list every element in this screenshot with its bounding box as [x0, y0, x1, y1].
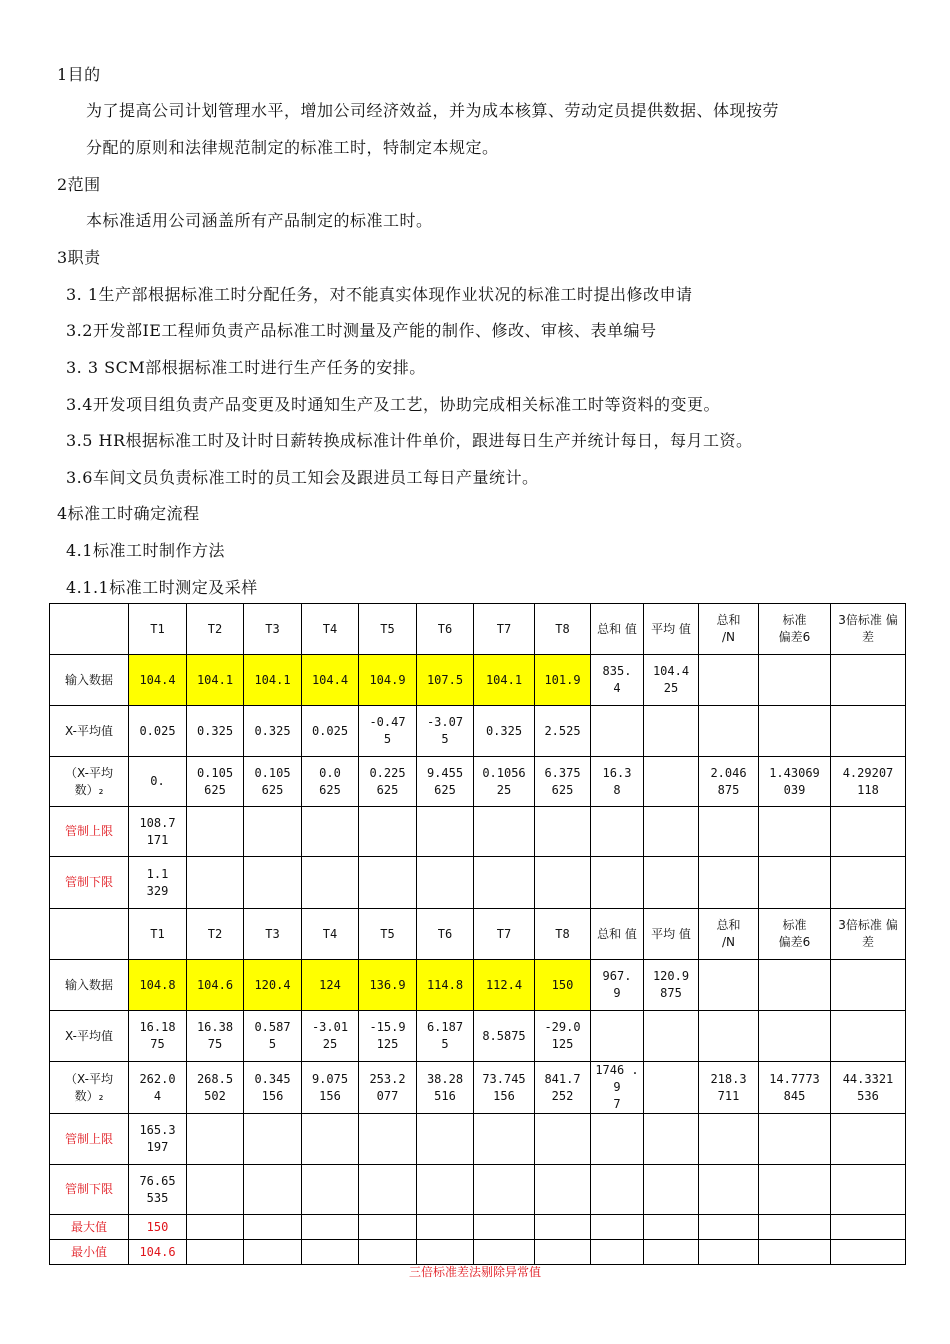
table-cell: [187, 1215, 244, 1240]
table-cell: 2.046 875: [699, 757, 759, 807]
table-cell: [417, 1240, 474, 1265]
row-label-cell: 管制下限: [50, 1165, 129, 1215]
table-cell: [535, 807, 591, 857]
table-cell: 120.4: [244, 960, 302, 1011]
table-cell: [759, 706, 831, 757]
table-cell: [644, 1215, 699, 1240]
section-4-1-title: 4.1标准工时制作方法: [66, 541, 225, 560]
table-cell: 1746 .9 7: [591, 1062, 644, 1114]
section-3-item: 3.4开发项目组负责产品变更及时通知生产及工艺，协助完成相关标准工时等资料的变更。: [66, 395, 720, 414]
table-cell: 6.375 625: [535, 757, 591, 807]
table-cell: 150: [535, 960, 591, 1011]
table-cell: [644, 706, 699, 757]
table-cell: 16.18 75: [129, 1011, 187, 1062]
table-cell: 0.325: [474, 706, 535, 757]
table-cell: 104.4: [302, 655, 359, 706]
table-cell: [699, 807, 759, 857]
table-row: [50, 1240, 906, 1265]
table-cell: 38.28 516: [417, 1062, 474, 1114]
table-cell: 73.745 156: [474, 1062, 535, 1114]
table-cell: [187, 807, 244, 857]
table-cell: 104.8: [129, 960, 187, 1011]
table-cell: [759, 1215, 831, 1240]
table-cell: 0.0 625: [302, 757, 359, 807]
table-cell: 136.9: [359, 960, 417, 1011]
table-cell: [187, 1114, 244, 1165]
table-header-cell: T4: [302, 604, 359, 655]
table-cell: -29.0 125: [535, 1011, 591, 1062]
table-header-cell: T4: [302, 909, 359, 960]
table-row: [50, 807, 906, 857]
table-cell: [699, 1165, 759, 1215]
table-header-row: [50, 604, 906, 655]
table-cell: 0.105 625: [244, 757, 302, 807]
table-row: [50, 655, 906, 706]
table-cell: 268.5 502: [187, 1062, 244, 1114]
section-1-paragraph-line2: 分配的原则和法律规范制定的标准工时，特制定本规定。: [86, 138, 499, 157]
table-cell: [359, 857, 417, 909]
table-cell: [699, 1011, 759, 1062]
table-cell: 107.5: [417, 655, 474, 706]
table-cell: 1.43069 039: [759, 757, 831, 807]
table-cell: [359, 1165, 417, 1215]
table-cell: [474, 857, 535, 909]
table-cell: [187, 1165, 244, 1215]
row-label-cell: 管制上限: [50, 807, 129, 857]
section-2-paragraph: 本标准适用公司涵盖所有产品制定的标准工时。: [86, 211, 433, 230]
table-header-cell: T5: [359, 909, 417, 960]
table-cell: [644, 1062, 699, 1114]
table-header-cell: T2: [187, 909, 244, 960]
table-header-cell: 标准 偏差6: [759, 604, 831, 655]
table-header-cell: T3: [244, 909, 302, 960]
table-cell: [359, 1215, 417, 1240]
table-cell: 4.29207 118: [831, 757, 906, 807]
table-cell: [644, 1165, 699, 1215]
table-caption: 三倍标准差法剔除异常值: [408, 1265, 541, 1279]
table-cell: 262.0 4: [129, 1062, 187, 1114]
table-cell: 104.1: [244, 655, 302, 706]
table-cell: [759, 1011, 831, 1062]
table-header-cell: T8: [535, 909, 591, 960]
table-cell: -15.9 125: [359, 1011, 417, 1062]
table-cell: 835. 4: [591, 655, 644, 706]
table-row: [50, 757, 906, 807]
table-cell: 0.345 156: [244, 1062, 302, 1114]
table-cell: [644, 1114, 699, 1165]
table-cell: 124: [302, 960, 359, 1011]
table-cell: [699, 857, 759, 909]
table-cell: [244, 1165, 302, 1215]
table-cell: 0.587 5: [244, 1011, 302, 1062]
table-cell: 9.455 625: [417, 757, 474, 807]
row-label-cell: 最大值: [50, 1215, 129, 1240]
table-header-cell: T6: [417, 604, 474, 655]
table-cell: 8.5875: [474, 1011, 535, 1062]
table-row: [50, 1011, 906, 1062]
table-cell: [244, 1114, 302, 1165]
table-cell: 76.65 535: [129, 1165, 187, 1215]
table-cell: 108.7 171: [129, 807, 187, 857]
table-header-cell: T1: [129, 909, 187, 960]
table-header-cell: [50, 909, 129, 960]
row-label-cell: 管制下限: [50, 857, 129, 909]
table-cell: 841.7 252: [535, 1062, 591, 1114]
table-cell: [831, 655, 906, 706]
section-2-title: 2范围: [57, 175, 101, 194]
section-3-item: 3.2开发部IE工程师负责产品标准工时测量及产能的制作、修改、审核、表单编号: [66, 321, 657, 340]
table-cell: [591, 1165, 644, 1215]
table-cell: [699, 960, 759, 1011]
table-cell: [759, 1240, 831, 1265]
table-cell: 104.9: [359, 655, 417, 706]
table-cell: [591, 1240, 644, 1265]
row-label-cell: 管制上限: [50, 1114, 129, 1165]
table-cell: [644, 807, 699, 857]
table-header-cell: T3: [244, 604, 302, 655]
table-cell: 104.6: [129, 1240, 187, 1265]
table-cell: [831, 1011, 906, 1062]
table-cell: [474, 1165, 535, 1215]
table-cell: 104.6: [187, 960, 244, 1011]
table-cell: 6.187 5: [417, 1011, 474, 1062]
table-cell: [417, 1114, 474, 1165]
table-cell: [417, 807, 474, 857]
table-header-cell: 总和 值: [591, 604, 644, 655]
table-cell: [759, 655, 831, 706]
table-cell: [474, 1240, 535, 1265]
table-header-cell: 平均 值: [644, 909, 699, 960]
table-cell: [831, 1240, 906, 1265]
table-cell: [759, 960, 831, 1011]
table-cell: 0.: [129, 757, 187, 807]
table-header-cell: 平均 值: [644, 604, 699, 655]
table-cell: [535, 1215, 591, 1240]
table-cell: -0.47 5: [359, 706, 417, 757]
table-cell: [591, 807, 644, 857]
table-cell: [699, 1215, 759, 1240]
table-cell: [302, 1240, 359, 1265]
row-label-cell: 输入数据: [50, 960, 129, 1011]
table-cell: -3.01 25: [302, 1011, 359, 1062]
table-header-cell: T6: [417, 909, 474, 960]
table-cell: 0.325: [187, 706, 244, 757]
table-cell: [831, 857, 906, 909]
table-cell: 150: [129, 1215, 187, 1240]
section-3-item: 3.5 HR根据标准工时及计时日薪转换成标准计件单价，跟进每日生产并统计每日，每月工资。: [66, 431, 753, 450]
table-header-cell: T5: [359, 604, 417, 655]
table-cell: [535, 1240, 591, 1265]
table-cell: [644, 1011, 699, 1062]
table-cell: [474, 807, 535, 857]
table-cell: [759, 1114, 831, 1165]
row-label-cell: X-平均值: [50, 1011, 129, 1062]
table-cell: [759, 807, 831, 857]
table-cell: 112.4: [474, 960, 535, 1011]
table-header-cell: T1: [129, 604, 187, 655]
table-cell: 967. 9: [591, 960, 644, 1011]
section-3-item: 3.6车间文员负责标准工时的员工知会及跟进员工每日产量统计。: [66, 468, 539, 487]
table-cell: [699, 1114, 759, 1165]
table-header-cell: 总和 /N: [699, 909, 759, 960]
table-cell: 14.7773 845: [759, 1062, 831, 1114]
table-cell: 104.1: [187, 655, 244, 706]
table-cell: [831, 706, 906, 757]
table-cell: 0.105 625: [187, 757, 244, 807]
table-cell: [831, 1215, 906, 1240]
table-cell: 16.3 8: [591, 757, 644, 807]
table-cell: [474, 1114, 535, 1165]
table-cell: [417, 1165, 474, 1215]
table-cell: [831, 1165, 906, 1215]
table-cell: [244, 807, 302, 857]
table-header-row: [50, 909, 906, 960]
table-cell: 9.075 156: [302, 1062, 359, 1114]
table-row: [50, 706, 906, 757]
table-cell: [302, 857, 359, 909]
section-3-item: 3. 1生产部根据标准工时分配任务，对不能真实体现作业状况的标准工时提出修改申请: [66, 285, 693, 304]
table-cell: [591, 1215, 644, 1240]
table-cell: [359, 1240, 417, 1265]
table-header-cell: T2: [187, 604, 244, 655]
table-cell: 101.9: [535, 655, 591, 706]
table-cell: 114.8: [417, 960, 474, 1011]
table-cell: [644, 757, 699, 807]
table-cell: [417, 857, 474, 909]
table-cell: [474, 1215, 535, 1240]
section-1-paragraph-line1: 为了提高公司计划管理水平，增加公司经济效益，并为成本核算、劳动定员提供数据、体现按劳: [86, 101, 780, 120]
table-cell: [759, 1165, 831, 1215]
section-4-1-1-title: 4.1.1标准工时测定及采样: [66, 578, 258, 597]
table-cell: [302, 1165, 359, 1215]
table-cell: 16.38 75: [187, 1011, 244, 1062]
row-label-cell: X-平均值: [50, 706, 129, 757]
table-cell: [417, 1215, 474, 1240]
table-cell: [359, 1114, 417, 1165]
section-4-title: 4标准工时确定流程: [57, 504, 200, 523]
row-label-cell: （X-平均 数）₂: [50, 1062, 129, 1114]
table-cell: [644, 1240, 699, 1265]
table-row: [50, 1215, 906, 1240]
table-cell: [244, 857, 302, 909]
table-row: [50, 960, 906, 1011]
table-cell: -3.07 5: [417, 706, 474, 757]
section-1-title: 1目的: [57, 65, 101, 84]
standard-time-sample-table: [49, 603, 906, 1265]
table-header-cell: 3倍标准 偏 差: [831, 909, 906, 960]
table-cell: [302, 1215, 359, 1240]
table-cell: [187, 1240, 244, 1265]
table-cell: [302, 807, 359, 857]
table-cell: 120.9 875: [644, 960, 699, 1011]
table-cell: [644, 857, 699, 909]
table-cell: [699, 706, 759, 757]
table-cell: [244, 1215, 302, 1240]
table-header-cell: 标准 偏差6: [759, 909, 831, 960]
table-cell: 218.3 711: [699, 1062, 759, 1114]
table-cell: [591, 857, 644, 909]
table-header-cell: T7: [474, 909, 535, 960]
table-cell: [699, 655, 759, 706]
table-header-cell: T7: [474, 604, 535, 655]
table-cell: [831, 807, 906, 857]
table-row: [50, 857, 906, 909]
table-cell: 165.3 197: [129, 1114, 187, 1165]
table-row: [50, 1165, 906, 1215]
row-label-cell: （X-平均 数）₂: [50, 757, 129, 807]
table-cell: [535, 857, 591, 909]
table-cell: [591, 1011, 644, 1062]
table-cell: [591, 706, 644, 757]
row-label-cell: 最小值: [50, 1240, 129, 1265]
table-cell: [831, 1114, 906, 1165]
table-cell: 1.1 329: [129, 857, 187, 909]
table-cell: 2.525: [535, 706, 591, 757]
table-header-cell: 总和 /N: [699, 604, 759, 655]
table-cell: [699, 1240, 759, 1265]
table-cell: 0.025: [302, 706, 359, 757]
table-cell: 104.4: [129, 655, 187, 706]
table-cell: 253.2 077: [359, 1062, 417, 1114]
table-cell: 104.1: [474, 655, 535, 706]
section-3-item: 3. 3 SCM部根据标准工时进行生产任务的安排。: [66, 358, 426, 377]
table-cell: 0.225 625: [359, 757, 417, 807]
table-cell: 104.4 25: [644, 655, 699, 706]
table-row: [50, 1114, 906, 1165]
table-cell: 0.025: [129, 706, 187, 757]
table-cell: [831, 960, 906, 1011]
table-cell: [359, 807, 417, 857]
section-3-title: 3职责: [57, 248, 101, 267]
table-header-cell: 3倍标准 偏 差: [831, 604, 906, 655]
table-cell: 0.1056 25: [474, 757, 535, 807]
table-header-cell: 总和 值: [591, 909, 644, 960]
table-cell: [187, 857, 244, 909]
table-header-cell: T8: [535, 604, 591, 655]
table-cell: [591, 1114, 644, 1165]
table-cell: 44.3321 536: [831, 1062, 906, 1114]
table-header-cell: [50, 604, 129, 655]
table-row: [50, 1062, 906, 1114]
table-cell: [535, 1114, 591, 1165]
table-cell: [244, 1240, 302, 1265]
table-cell: [535, 1165, 591, 1215]
table-cell: [302, 1114, 359, 1165]
table-cell: [759, 857, 831, 909]
row-label-cell: 输入数据: [50, 655, 129, 706]
table-cell: 0.325: [244, 706, 302, 757]
